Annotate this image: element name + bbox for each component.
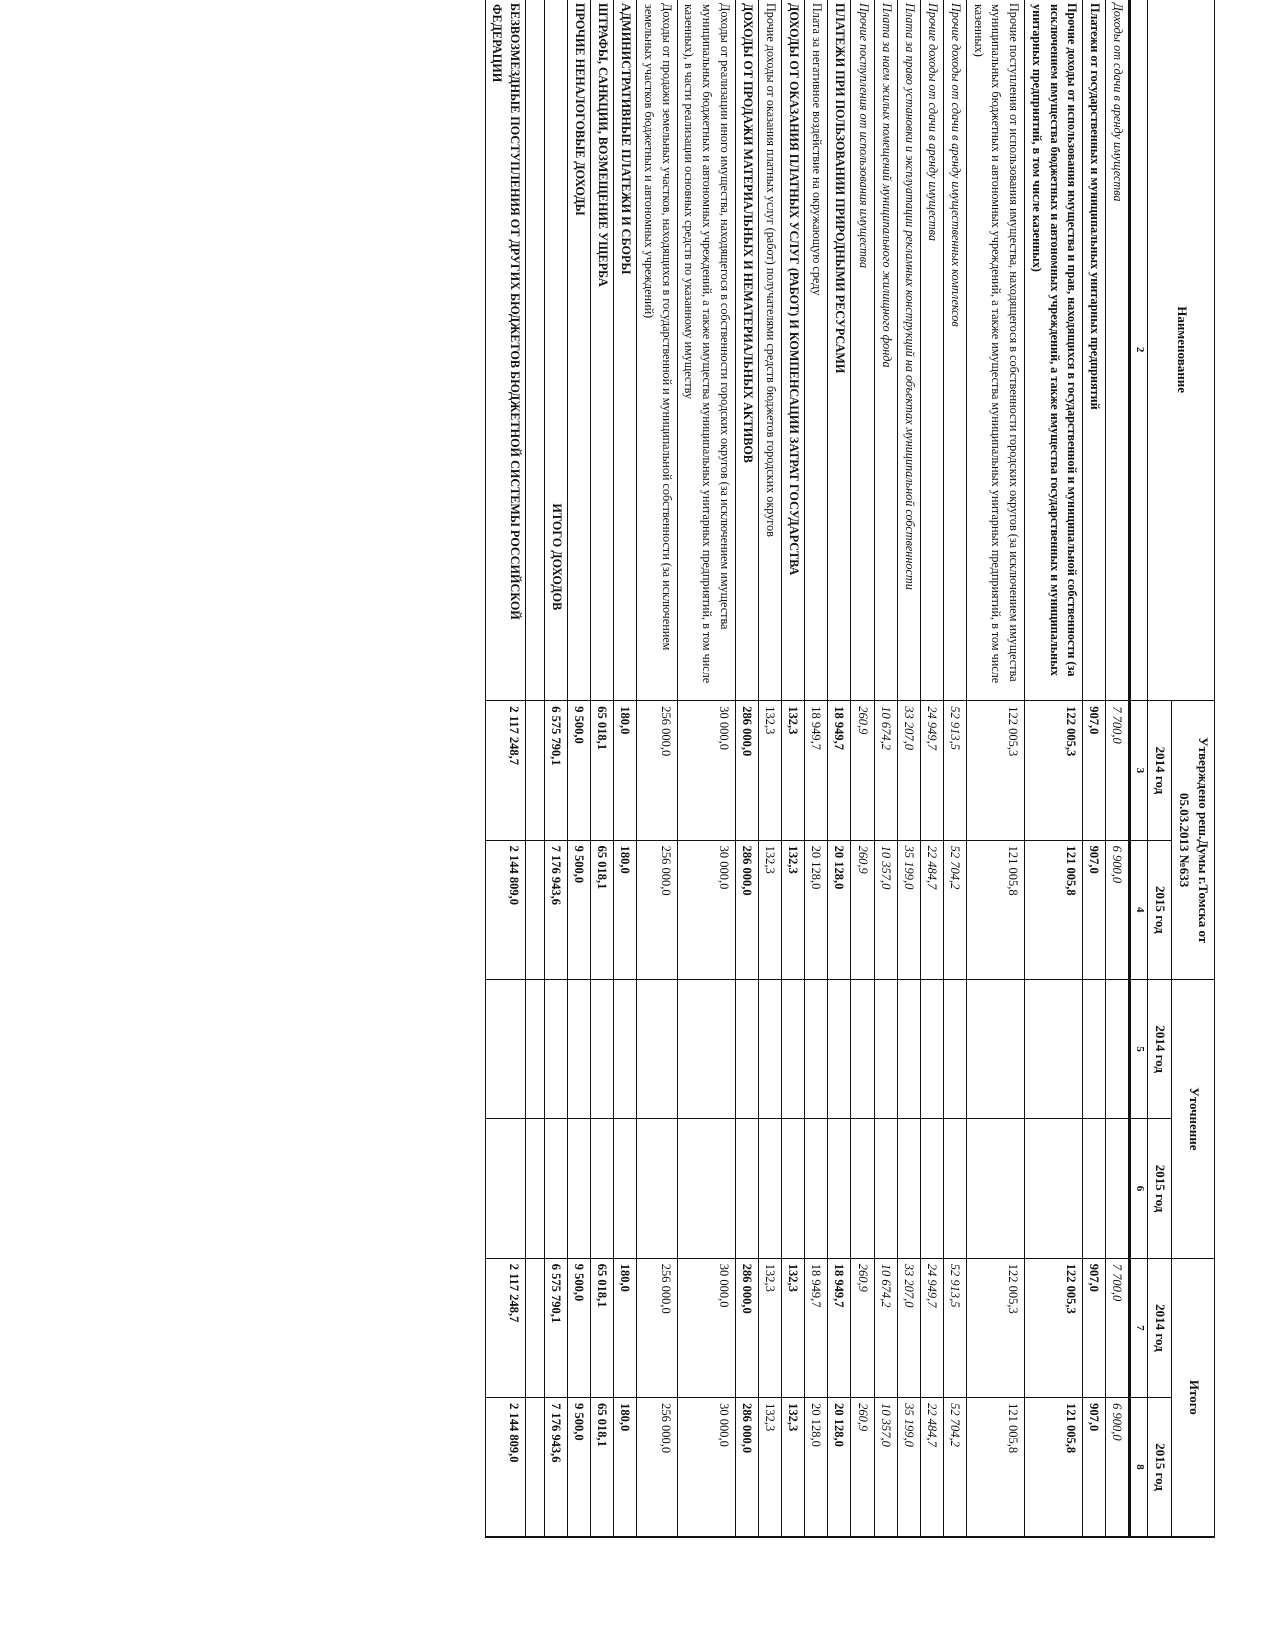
row-value: [920, 1119, 943, 1258]
row-value: 30 000,0: [677, 1258, 735, 1397]
row-value: 2 144 809,0: [485, 840, 525, 979]
row-value: 122 005,3: [967, 701, 1025, 840]
row-value: 260,9: [851, 1398, 874, 1537]
name-column-header: Наименование: [1148, 0, 1215, 701]
column-number: 3: [1130, 701, 1148, 840]
row-name: Плата за право установки и эксплуатации рекламных конструкций на объектах муниципальной собственности: [897, 0, 920, 701]
table-row: [1083, 0, 1106, 1537]
table-row: [874, 0, 897, 1537]
table-row: [525, 0, 544, 1537]
row-value: 18 949,7: [805, 1258, 828, 1397]
row-value: 20 128,0: [805, 1398, 828, 1537]
row-value: [568, 979, 591, 1118]
year-header: 2014 год: [1148, 1258, 1172, 1397]
table-row: [735, 0, 758, 1537]
row-value: 132,3: [782, 1398, 805, 1537]
row-value: 20 128,0: [828, 1398, 851, 1537]
row-value: [1025, 1119, 1083, 1258]
year-header: 2014 год: [1148, 701, 1172, 840]
row-name: АДМИНИСТРАТИВНЫЕ ПЛАТЕЖИ И СБОРЫ: [614, 0, 637, 701]
row-value: 286 000,0: [735, 701, 758, 840]
row-value: [544, 1119, 567, 1258]
row-value: 7 700,0: [1106, 701, 1130, 840]
row-name: ПРОЧИЕ НЕНАЛОГОВЫЕ ДОХОДЫ: [568, 0, 591, 701]
row-value: 65 018,1: [591, 1258, 614, 1397]
row-value: [525, 1119, 544, 1258]
row-value: [735, 979, 758, 1118]
row-value: 18 949,7: [805, 701, 828, 840]
row-name: Прочие доходы от сдачи в аренду имущественных комплексов: [943, 0, 966, 701]
row-value: [874, 979, 897, 1118]
row-value: [614, 979, 637, 1118]
row-value: [637, 979, 677, 1118]
row-value: 22 484,7: [920, 1398, 943, 1537]
row-value: 122 005,3: [1025, 1258, 1083, 1397]
row-value: [591, 979, 614, 1118]
table-row: [943, 0, 966, 1537]
row-value: 132,3: [758, 840, 781, 979]
row-value: [967, 979, 1025, 1118]
row-value: 907,0: [1083, 1258, 1106, 1397]
row-value: 260,9: [851, 701, 874, 840]
row-value: 180,0: [614, 840, 637, 979]
row-value: 6 900,0: [1106, 1398, 1130, 1537]
row-value: 7 700,0: [1106, 1258, 1130, 1397]
row-value: 20 128,0: [805, 840, 828, 979]
table-row: [614, 0, 637, 1537]
row-value: 122 005,3: [1025, 701, 1083, 840]
row-value: 30 000,0: [677, 1398, 735, 1537]
row-name: ПЛАТЕЖИ ПРИ ПОЛЬЗОВАНИИ ПРИРОДНЫМИ РЕСУРСАМИ: [828, 0, 851, 701]
table-body: [485, 0, 1130, 1537]
row-value: 260,9: [851, 840, 874, 979]
row-value: 6 900,0: [1106, 840, 1130, 979]
row-value: 180,0: [614, 1398, 637, 1537]
row-value: 9 500,0: [568, 840, 591, 979]
row-value: [677, 979, 735, 1118]
row-value: 10 357,0: [874, 1398, 897, 1537]
row-value: 18 949,7: [828, 1258, 851, 1397]
row-value: [525, 701, 544, 840]
row-value: [544, 979, 567, 1118]
row-value: 121 005,8: [967, 840, 1025, 979]
row-value: 907,0: [1083, 701, 1106, 840]
row-value: [677, 1119, 735, 1258]
row-value: [758, 1119, 781, 1258]
row-value: 256 000,0: [637, 701, 677, 840]
row-value: 30 000,0: [677, 840, 735, 979]
row-value: [591, 1119, 614, 1258]
row-value: 7 176 943,6: [544, 1398, 567, 1537]
row-value: 10 674,2: [874, 701, 897, 840]
row-value: 180,0: [614, 701, 637, 840]
row-value: 132,3: [782, 840, 805, 979]
table-row: [568, 0, 591, 1537]
year-header: 2015 год: [1148, 1398, 1172, 1537]
row-value: 132,3: [758, 701, 781, 840]
table-row: [920, 0, 943, 1537]
row-value: [828, 979, 851, 1118]
column-number: 2: [1130, 0, 1148, 701]
row-value: [805, 1119, 828, 1258]
row-value: 33 207,0: [897, 701, 920, 840]
row-value: [1083, 979, 1106, 1118]
total-row: [544, 0, 567, 1537]
row-value: [525, 1398, 544, 1537]
row-value: [525, 840, 544, 979]
row-value: [851, 1119, 874, 1258]
row-name: Доходы от сдачи в аренду имущества: [1106, 0, 1130, 701]
row-value: 9 500,0: [568, 701, 591, 840]
row-value: 256 000,0: [637, 1258, 677, 1397]
row-value: [897, 979, 920, 1118]
row-value: 30 000,0: [677, 701, 735, 840]
row-value: 52 913,5: [943, 1258, 966, 1397]
row-value: [525, 1258, 544, 1397]
row-value: 10 674,2: [874, 1258, 897, 1397]
year-header: 2015 год: [1148, 840, 1172, 979]
row-value: [897, 1119, 920, 1258]
row-value: 18 949,7: [828, 701, 851, 840]
row-value: 907,0: [1083, 840, 1106, 979]
row-value: [782, 1119, 805, 1258]
table-row: [677, 0, 735, 1537]
row-value: [1025, 979, 1083, 1118]
table-row: [828, 0, 851, 1537]
row-value: [920, 979, 943, 1118]
row-name: Плата за наем жилых помещений муниципального жилищного фонда: [874, 0, 897, 701]
row-value: 9 500,0: [568, 1258, 591, 1397]
row-name: ДОХОДЫ ОТ ПРОДАЖИ МАТЕРИАЛЬНЫХ И НЕМАТЕРИАЛЬНЫХ АКТИВОВ: [735, 0, 758, 701]
row-value: [805, 979, 828, 1118]
row-value: 121 005,8: [1025, 840, 1083, 979]
row-name: ШТРАФЫ, САНКЦИИ, ВОЗМЕЩЕНИЕ УЩЕРБА: [591, 0, 614, 701]
row-value: 256 000,0: [637, 1398, 677, 1537]
row-value: 2 117 248,7: [485, 701, 525, 840]
row-value: 132,3: [782, 1258, 805, 1397]
column-number: 5: [1130, 979, 1148, 1118]
row-value: [637, 1119, 677, 1258]
row-value: [782, 979, 805, 1118]
row-name: БЕЗВОЗМЕЗДНЫЕ ПОСТУПЛЕНИЯ ОТ ДРУГИХ БЮДЖЕТОВ БЮДЖЕТНОЙ СИСТЕМЫ РОССИЙСКОЙ ФЕДЕРАЦИИ: [485, 0, 525, 701]
row-name: Прочие доходы от оказания платных услуг (работ) получателями средств бюджетов городских округов: [758, 0, 781, 701]
row-name: Плата за негативное воздействие на окружающую среду: [805, 0, 828, 701]
row-name: [525, 0, 544, 701]
clarification-group-header: Уточнение: [1172, 979, 1215, 1258]
row-value: [614, 1119, 637, 1258]
column-number: 8: [1130, 1398, 1148, 1537]
table-row: [485, 0, 525, 1537]
row-value: 122 005,3: [967, 1258, 1025, 1397]
row-value: 33 207,0: [897, 1258, 920, 1397]
row-value: [485, 979, 525, 1118]
row-value: 20 128,0: [828, 840, 851, 979]
budget-table: [485, 0, 1215, 1538]
row-name: ИТОГО ДОХОДОВ: [544, 0, 567, 701]
row-value: 256 000,0: [637, 840, 677, 979]
row-value: 65 018,1: [591, 1398, 614, 1537]
row-value: 6 575 790,1: [544, 1258, 567, 1397]
row-value: 180,0: [614, 1258, 637, 1397]
row-value: 9 500,0: [568, 1398, 591, 1537]
table-row: [1106, 0, 1130, 1537]
row-value: 132,3: [758, 1258, 781, 1397]
row-value: 22 484,7: [920, 840, 943, 979]
row-value: 24 949,7: [920, 1258, 943, 1397]
table-row: [967, 0, 1025, 1537]
row-value: 6 575 790,1: [544, 701, 567, 840]
row-name: Прочие доходы от использования имущества и прав, находящихся в государственной и муниципальной собственности (за исключением имущества бюджетных и автономных учреждений, а также имущества государственных и муниципальных унитарных предприятий, в том числе казенных): [1025, 0, 1083, 701]
row-value: [485, 1119, 525, 1258]
row-value: 286 000,0: [735, 840, 758, 979]
table-row: [1025, 0, 1083, 1537]
table-row: [851, 0, 874, 1537]
row-value: 24 949,7: [920, 701, 943, 840]
row-name: Доходы от продажи земельных участков, находящихся в государственной и муниципальной собственности (за исключением земельных участков бюджетных и автономных учреждений): [637, 0, 677, 701]
row-value: 10 357,0: [874, 840, 897, 979]
row-value: [1083, 1119, 1106, 1258]
row-value: [874, 1119, 897, 1258]
row-value: 132,3: [758, 1398, 781, 1537]
row-value: 121 005,8: [1025, 1398, 1083, 1537]
row-value: [943, 1119, 966, 1258]
table-row: [591, 0, 614, 1537]
row-value: 907,0: [1083, 1398, 1106, 1537]
table-row: [897, 0, 920, 1537]
row-value: 260,9: [851, 1258, 874, 1397]
row-value: 132,3: [782, 701, 805, 840]
table-row: [805, 0, 828, 1537]
table-row: [637, 0, 677, 1537]
total-group-header: Итого: [1172, 1258, 1215, 1537]
row-name: Прочие доходы от сдачи в аренду имущества: [920, 0, 943, 701]
table-header: [1130, 0, 1215, 1537]
row-value: [1106, 1119, 1130, 1258]
row-name: Прочие поступления от использования имущества, находящегося в собственности городских округов (за исключением имущества муниципальных бюджетных и автономных учреждений, а также имущества муниципальных унитарных предприятий, в том числе казенных): [967, 0, 1025, 701]
row-value: [758, 979, 781, 1118]
row-value: 286 000,0: [735, 1258, 758, 1397]
column-number: 4: [1130, 840, 1148, 979]
row-value: 52 704,2: [943, 840, 966, 979]
row-name: ДОХОДЫ ОТ ОКАЗАНИЯ ПЛАТНЫХ УСЛУГ (РАБОТ) И КОМПЕНСАЦИИ ЗАТРАТ ГОСУДАРСТВА: [782, 0, 805, 701]
row-value: [828, 1119, 851, 1258]
column-number: 6: [1130, 1119, 1148, 1258]
row-value: 7 176 943,6: [544, 840, 567, 979]
row-value: 35 199,0: [897, 840, 920, 979]
year-header: 2015 год: [1148, 1119, 1172, 1258]
table-row: [782, 0, 805, 1537]
column-number: 7: [1130, 1258, 1148, 1397]
row-name: Прочие поступления от использования имущества: [851, 0, 874, 701]
year-header: 2014 год: [1148, 979, 1172, 1118]
row-name: Платежи от государственных и муниципальных унитарных предприятий: [1083, 0, 1106, 701]
row-value: [735, 1119, 758, 1258]
row-value: 35 199,0: [897, 1398, 920, 1537]
row-value: 2 144 809,0: [485, 1398, 525, 1537]
row-value: 286 000,0: [735, 1398, 758, 1537]
row-value: [525, 979, 544, 1118]
row-value: [943, 979, 966, 1118]
row-value: [1106, 979, 1130, 1118]
row-name: Доходы от реализации иного имущества, находящегося в собственности городских округов (за исключением имущества муниципальных бюджетных и автономных учреждений, а также имущества муниципальных унитарных предприятий, в том числе казенных), в части реализации основных средств по указанному имуществу: [677, 0, 735, 701]
row-value: 2 117 248,7: [485, 1258, 525, 1397]
row-value: [568, 1119, 591, 1258]
row-value: 65 018,1: [591, 701, 614, 840]
row-value: [967, 1119, 1025, 1258]
row-value: [851, 979, 874, 1118]
table-row: [758, 0, 781, 1537]
row-value: 65 018,1: [591, 840, 614, 979]
row-value: 52 913,5: [943, 701, 966, 840]
approved-group-header: Утверждено реш.Думы г.Томска от 05.03.2013 №633: [1172, 701, 1215, 980]
row-value: 52 704,2: [943, 1398, 966, 1537]
row-value: 121 005,8: [967, 1398, 1025, 1537]
